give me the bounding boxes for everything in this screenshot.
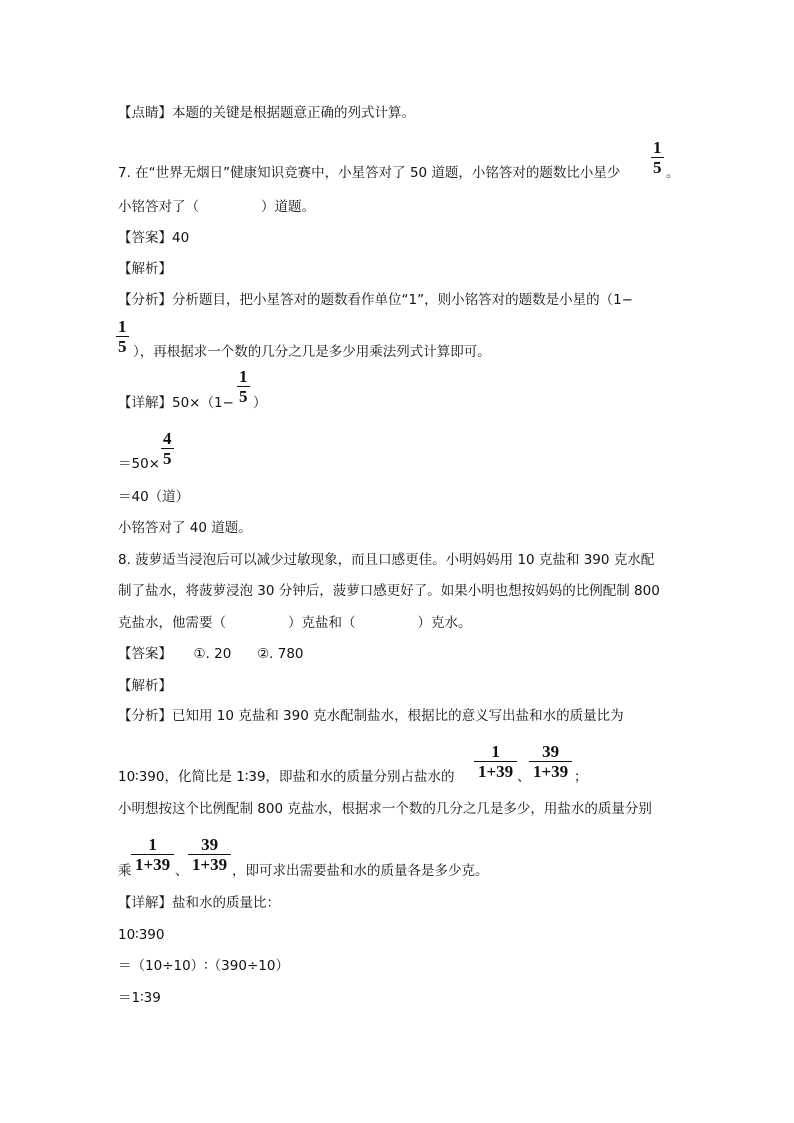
fraction-numerator: 1 (118, 317, 127, 336)
fraction-denominator: 1+39 (188, 854, 231, 873)
q7-question-fraction (651, 139, 664, 176)
q8-detail: 【详解】盐和水的质量比： (118, 895, 280, 911)
q8-step3: ＝1∶39 (118, 990, 161, 1006)
q7-detail-a: 【详解】50×（1− (118, 395, 234, 411)
fraction-denominator: 5 (163, 449, 172, 468)
q8-fraction-salt (474, 743, 517, 780)
fraction-numerator: 1 (653, 138, 662, 157)
q8-analysis-line2: 10∶390，化简比是 1∶39，即盐和水的质量分别占盐水的 (118, 769, 455, 785)
q8-line1: 8. 菠萝适当浸泡后可以减少过敏现象，而且口感更佳。小明妈妈用 10 克盐和 390 克水配 (118, 552, 655, 568)
q8-separator: 、 (517, 769, 531, 785)
q7-step3: ＝40（道） (118, 489, 190, 505)
q7-line1-end: 。 (666, 165, 680, 181)
q7-analysis-line1: 【分析】分析题目，把小星答对的题数看作单位“1”，则小铭答对的题数是小星的（1− (118, 292, 633, 308)
q8-line3 (118, 614, 472, 632)
q7-detail-b: ） (253, 395, 267, 411)
fraction-denominator: 5 (118, 337, 127, 356)
q7-conclusion: 小铭答对了 40 道题。 (118, 520, 252, 536)
q8-line3-text-a: 克盐水，他需要（ (118, 615, 226, 631)
q7-step2: ＝50× (118, 456, 160, 472)
fraction-numerator: 1 (239, 367, 248, 386)
q8-fraction-water (529, 743, 572, 780)
fraction-denominator: 1+39 (474, 761, 517, 780)
fraction-numerator: 1 (148, 835, 157, 854)
q8-answer: 【答案】 ①. 20 ②. 780 (118, 646, 304, 662)
q8-analysis-line3: 小明想按这个比例配制 800 克盐水，根据求一个数的几分之几是多少，用盐水的质量分别 (118, 801, 652, 817)
q8-step1: 10∶390 (118, 927, 165, 943)
q7-line2-text-b: ）道题。 (261, 199, 315, 215)
fraction-denominator: 1+39 (529, 761, 572, 780)
fraction-numerator: 39 (542, 742, 560, 761)
q8-line2: 制了盐水，将菠萝浸泡 30 分钟后，菠萝口感更好了。如果小明也想按妈妈的比例配制 800 (118, 583, 660, 599)
q8-analysis-line1: 【分析】已知用 10 克盐和 390 克水配制盐水，根据比的意义写出盐和水的质量比为 (118, 708, 624, 724)
q7-line2 (118, 198, 315, 216)
fraction-denominator: 5 (653, 158, 662, 177)
fraction-numerator: 4 (163, 429, 172, 448)
fraction-numerator: 39 (201, 835, 219, 854)
q7-step2-fraction (161, 430, 174, 467)
q6-point-text: 【点睛】本题的关键是根据题意正确的列式计算。 (118, 105, 415, 121)
q8-fraction-salt-2 (131, 836, 174, 873)
q8-separator-2: 、 (175, 863, 189, 879)
q8-step2: ＝（10÷10）∶（390÷10） (118, 958, 289, 974)
fraction-numerator: 1 (491, 742, 500, 761)
q8-line3-text-b: ）克盐和（ (288, 615, 356, 631)
q8-fraction-water-2 (188, 836, 231, 873)
fraction-denominator: 1+39 (131, 854, 174, 873)
q7-analysis-line2: ），再根据求一个数的几分之几是多少用乘法列式计算即可。 (133, 344, 491, 360)
q7-detail-fraction (237, 368, 250, 405)
q7-line1 (118, 164, 620, 182)
q8-jiexi: 【解析】 (118, 678, 172, 694)
q7-answer: 【答案】40 (118, 230, 190, 246)
fraction-denominator: 5 (239, 387, 248, 406)
q8-semicolon: ； (574, 769, 588, 785)
q8-analysis-line4-b: ，即可求出需要盐和水的质量各是多少克。 (232, 863, 489, 879)
q8-analysis-line4-a: 乘 (118, 863, 132, 879)
q7-analysis-fraction (116, 318, 129, 355)
q7-jiexi: 【解析】 (118, 261, 172, 277)
q7-question-text: 7. 在“世界无烟日”健康知识竞赛中，小星答对了 50 道题，小铭答对的题数比小星少 (118, 165, 621, 181)
q7-line2-text-a: 小铭答对了（ (118, 199, 199, 215)
q8-line3-text-c: ）克水。 (417, 615, 472, 631)
